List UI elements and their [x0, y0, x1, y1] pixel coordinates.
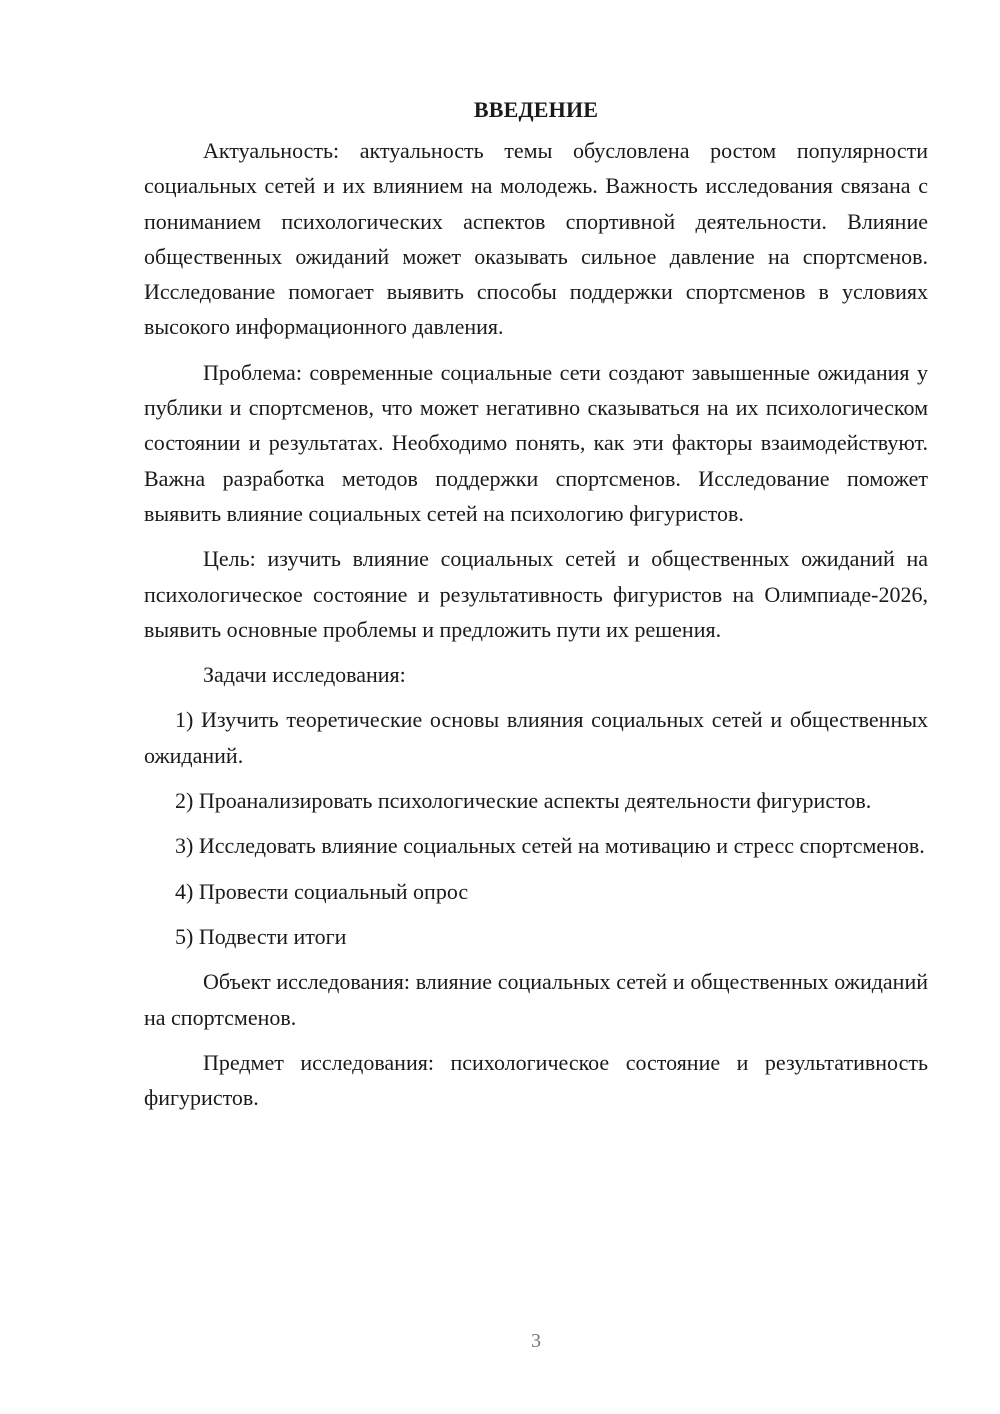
task-item-5: 5) Подвести итоги — [175, 923, 347, 949]
task-item-4: 4) Провести социальный опрос — [175, 878, 469, 904]
task-item-1: 1) Изучить теоретические основы влияния социальных сетей и общественных ожиданий. — [144, 707, 928, 768]
subject-paragraph: Предмет исследования: психологическое состояние и результативность фигуристов. — [144, 1049, 928, 1111]
task-item-3: 3) Исследовать влияние социальных сетей на мотивацию и стресс спортсменов. — [175, 833, 925, 859]
task-item-2: 2) Проанализировать психологические аспекты деятельности фигуристов. — [175, 788, 872, 814]
page-title: ВВЕДЕНИЕ — [473, 97, 599, 122]
object-paragraph: Объект исследования: влияние социальных сетей и общественных ожиданий на спортсменов. — [144, 969, 928, 1030]
problem-paragraph: Проблема: современные социальные сети создают завышенные ожидания у публики и спортсменов, что может негативно сказываться на их психологическом состоянии и результатах. Необходимо понять, как эти факторы взаимодействуют. Важна разработка методов поддержки спортсменов. Исследование поможет выявить влияние социальных сетей на психологию фигуристов. — [144, 359, 928, 526]
relevance-paragraph: Актуальность: актуальность темы обусловлена ростом популярности социальных сетей и их влиянием на молодежь. Важность исследования связана с пониманием психологических аспектов спортивной деятельности. Влияние общественных ожиданий может оказывать сильное давление на спортсменов. Исследование помогает выявить способы поддержки спортсменов в условиях высокого информационного давления. — [144, 138, 928, 340]
tasks-heading: Задачи исследования: — [203, 662, 406, 688]
page-number: 3 — [531, 1330, 541, 1352]
document-page — [144, 92, 928, 1125]
goal-paragraph: Цель: изучить влияние социальных сетей и общественных ожиданий на психологическое состояние и результативность фигуристов на Олимпиаде-2026, выявить основные проблемы и предложить пути их решения. — [144, 546, 928, 642]
